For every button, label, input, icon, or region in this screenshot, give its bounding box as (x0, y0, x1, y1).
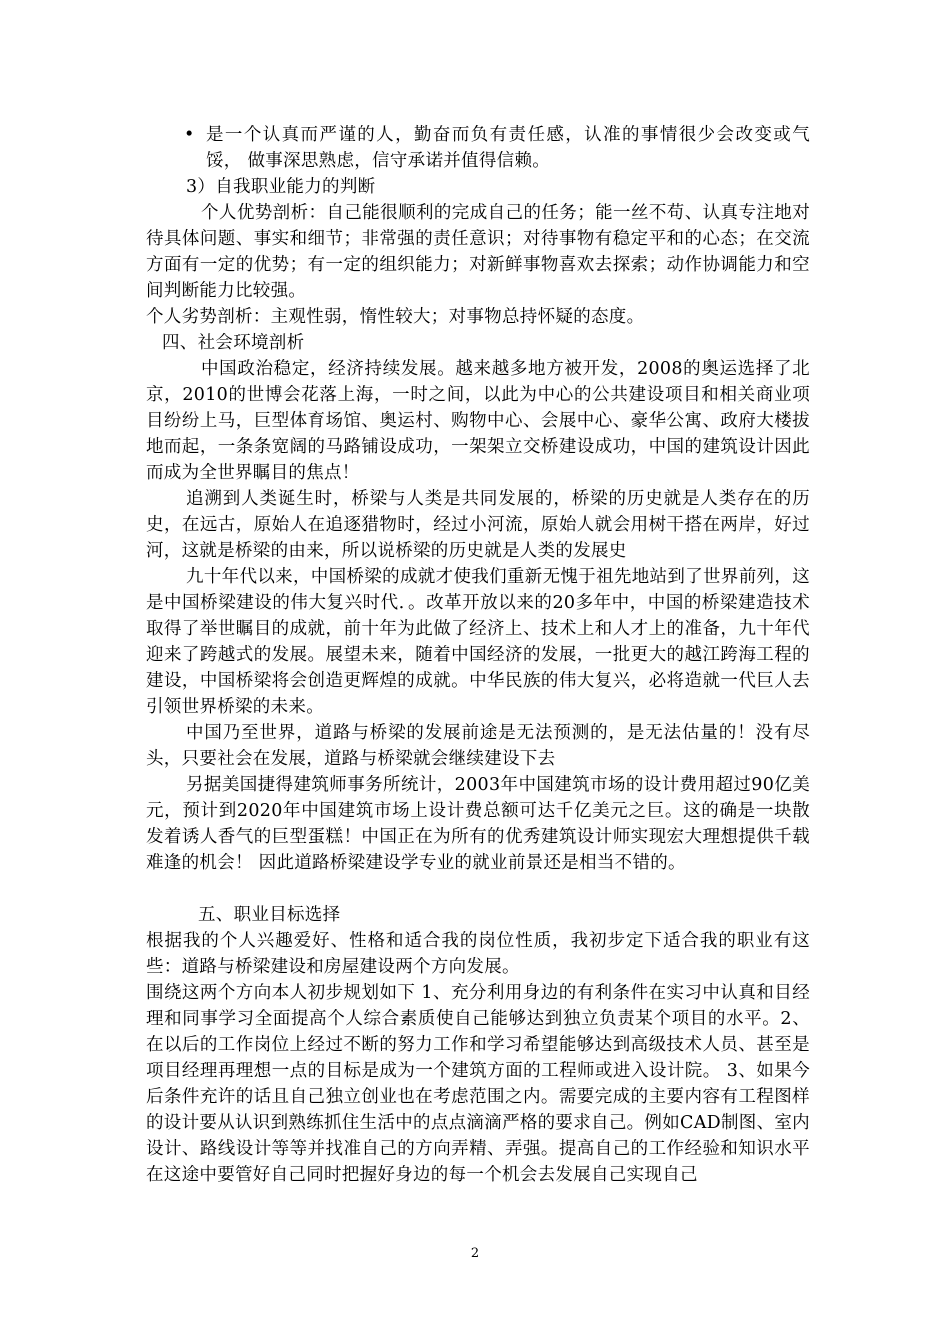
history-paragraph: 追溯到人类诞生时，桥梁与人类是共同发展的，桥梁的历史就是人类存在的历史，在远古，原始人在追逐猎物时，经过小河流，原始人就会用树干搭在两岸，好过河，这就是桥梁的由来，所以说桥梁的历史就是人类的发展史 (146, 489, 810, 561)
china-paragraph: 中国政治稳定，经济持续发展。越来越多地方被开发，2008的奥运选择了北京，2010的世博会花落上海，一时之间，以此为中心的公共建设项目和相关商业项目纷纷上马，巨型体育场馆、奥运村、购物中心、会展中心、豪华公寓、政府大楼拔地而起，一条条宽阔的马路铺设成功，一架架立交桥建设成功，中国的建筑设计因此而成为全世界瞩目的焦点！ (146, 359, 810, 483)
nineties-paragraph: 九十年代以来，中国桥梁的成就才使我们重新无愧于祖先地站到了世界前列，这是中国桥梁建设的伟大复兴时代．。改革开放以来的20多年中，中国的桥梁建造技术取得了举世瞩目的成就，前十年为此做了经济上、技术上和人才上的准备，九十年代迎来了跨越式的发展。展望未来，随着中国经济的发展，一批更大的越江跨海工程的建设，中国桥梁将会创造更辉煌的成就。中华民族的伟大复兴，必将造就一代巨人去引领世界桥梁的未来。 (146, 567, 810, 717)
bullet-text: 是一个认真而严谨的人，勤奋而负有责任感，认准的事情很少会改变或气馁， 做事深思熟虑，信守承诺并值得信赖。 (206, 125, 810, 171)
future-paragraph: 中国乃至世界，道路与桥梁的发展前途是无法预测的，是无法估量的！没有尽头，只要社会在发展，道路与桥梁就会继续建设下去 (146, 723, 810, 769)
section-heading-5: 五、职业目标选择 (198, 905, 341, 925)
market-paragraph: 另据美国捷得建筑师事务所统计，2003年中国建筑市场的设计费用超过90亿美元，预计到2020年中国建筑市场上设计费总额可达千亿美元之巨。这的确是一块散发着诱人香气的巨型蛋糕！中国正在为所有的优秀建筑设计师实现宏大理想提供千载难逢的机会！ 因此道路桥梁建设学专业的就业前景还是相当不错的。 (146, 775, 810, 873)
weaknesses-paragraph: 个人劣势剖析：主观性弱，惰性较大；对事物总持怀疑的态度。 (146, 307, 645, 327)
document-body (146, 122, 810, 1188)
goal-paragraph: 根据我的个人兴趣爱好、性格和适合我的岗位性质，我初步定下适合我的职业有这些：道路与桥梁建设和房屋建设两个方向发展。 (146, 931, 810, 977)
bullet-item (146, 122, 810, 174)
strengths-paragraph: 个人优势剖析：自己能很顺利的完成自己的任务；能一丝不苟、认真专注地对待具体问题、事实和细节；非常强的责任意识；对待事物有稳定平和的心态；在交流方面有一定的优势；有一定的组织能力；对新鲜事物喜欢去探索；动作协调能力和空间判断能力比较强。 (146, 203, 810, 301)
spacer (146, 876, 810, 902)
bullet-symbol: • (184, 125, 195, 145)
page-number: 2 (470, 1246, 480, 1261)
section-heading-3: 3）自我职业能力的判断 (186, 177, 376, 197)
plan-paragraph: 围绕这两个方向本人初步规划如下 1、充分利用身边的有利条件在实习中认真和目经理和同事学习全面提高个人综合素质使自己能够达到独立负责某个项目的水平。2、在以后的工作岗位上经过不断的努力工作和学习希望能够达到高级技术人员、甚至是项目经理再理想一点的目标是成为一个建筑方面的工程师或进入设计院。 3、如果今后条件充许的话且自己独立创业也在考虑范围之内。需要完成的主要内容有工程图样的设计要从认识到熟练抓住生活中的点点滴滴严格的要求自己。例如CAD制图、室内设计、路线设计等等并找准自己的方向弄精、弄强。提高自己的工作经验和知识水平在这途中要管好自己同时把握好身边的每一个机会去发展自己实现自己 (146, 983, 810, 1185)
section-heading-4: 四、社会环境剖析 (162, 333, 305, 353)
